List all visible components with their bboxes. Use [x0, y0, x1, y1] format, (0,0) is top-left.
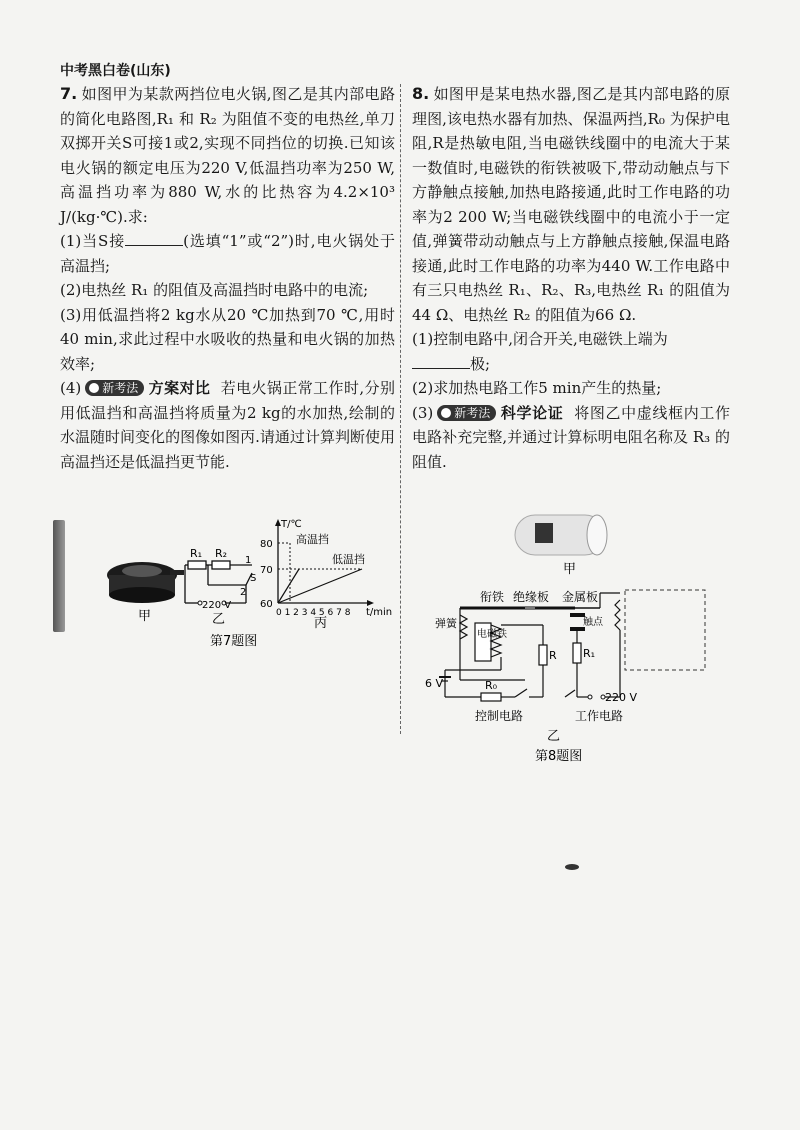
fig8-terminal-left: [588, 695, 592, 699]
q8-p3-bold: 科学论证: [500, 403, 564, 422]
question-7-part-1: [60, 229, 395, 278]
low-temp-line: [278, 569, 362, 603]
fig8-r0: R₀: [485, 679, 498, 692]
q7-p4-pre: (4): [60, 379, 82, 397]
fig7-high-label: 高温挡: [296, 533, 329, 546]
question-8-part-2: (2)求加热电路工作5 min产生的热量;: [412, 379, 662, 397]
fig7-label-bing: 丙: [314, 616, 328, 631]
fig8-armature: 衔铁: [480, 590, 505, 604]
fig8-label-yi: 乙: [547, 729, 561, 744]
fig8-r: R: [549, 649, 557, 662]
new-method-badge: [437, 405, 496, 421]
high-temp-line: [278, 569, 299, 603]
question-8: [412, 82, 730, 474]
badge-label: 新考法: [454, 405, 491, 420]
fig8-insulator: 绝缘板: [513, 590, 550, 604]
q8-p1-pre: (1)控制电路中,闭合开关,电磁铁上端为: [412, 330, 668, 348]
fig7-y60: 60: [260, 599, 273, 610]
fig8-220v: 220 V: [605, 691, 638, 704]
fig8-control: 控制电路: [475, 709, 524, 723]
fig7-voltage: 220 V: [202, 600, 232, 611]
fig7-y80: 80: [260, 539, 273, 550]
fig8-caption: 第8题图: [535, 749, 583, 764]
q7-answer-blank[interactable]: [125, 231, 183, 246]
fig7-caption: 第7题图: [210, 634, 258, 649]
figure-7: [100, 515, 400, 650]
fig7-label-yi: 乙: [212, 612, 226, 627]
fig7-xticks: 0 1 2 3 4 5 6 7 8: [276, 608, 351, 618]
scan-speck: [565, 864, 579, 870]
figure-8: [425, 505, 715, 765]
question-7: [60, 82, 395, 474]
hot-pot-image: [107, 562, 184, 603]
q8-p1-post: 极;: [470, 354, 491, 373]
fig7-r1: R₁: [190, 547, 203, 560]
fig7-xlabel: t/min: [366, 607, 393, 618]
badge-label: 新考法: [102, 381, 139, 395]
fig7-ylabel: T/℃: [281, 519, 302, 530]
fig8-work: 工作电路: [575, 709, 624, 723]
fig7-low-label: 低温挡: [332, 553, 365, 566]
fig8-metal: 金属板: [562, 590, 599, 604]
fig7-r2: R₂: [215, 547, 228, 560]
fig7-terminal-1: 1: [245, 555, 252, 566]
q8-answer-blank[interactable]: [412, 354, 470, 369]
question-7-number: 7.: [60, 84, 78, 103]
question-7-intro: 如图甲为某款两挡位电火锅,图乙是其内部电路的简化电路图,R₁ 和 R₂ 为阻值不变的电热丝,单刀双掷开关S可接1或2,实现不同挡位的切换.已知该电火锅的额定电压为220 V,低温挡功率为250 W,高温挡功率为880 W,水的比热容为4.2×10³ J/(kg·℃).求:: [60, 85, 395, 226]
question-8-number: 8.: [412, 84, 430, 103]
scan-edge-mark: [53, 520, 65, 632]
new-method-badge: [85, 380, 144, 396]
page-header: 中考黑白卷(山东): [60, 63, 171, 79]
fig8-label-jia: 甲: [563, 562, 577, 577]
fig7-switch-s: S: [250, 573, 257, 584]
q7-p4-bold: 方案对比: [148, 379, 211, 397]
question-7-part-3: (3)用低温挡将2 kg水从20 ℃加热到70 ℃,用时40 min,求此过程中水吸收的热量和电火锅的加热效率;: [60, 305, 395, 373]
fig8-contact: 触点: [583, 617, 603, 628]
question-8-intro: 如图甲是某电热水器,图乙是其内部电路的原理图,该电热水器有加热、保温两挡,R₀ 为保护电阻,R是热敏电阻,当电磁铁线圈中的电流大于某一数值时,电磁铁的衔铁被吸下,带动动触点与下方静触点接触,加热电路接通,此时工作电路的功率为2 200 W;当电磁铁线圈中的电流小于一定值,弹簧带动动触点与上方静触点接触,保温电路接通,此时工作电路的功率为440 W.工作电路中有三只电热丝 R₁、R₂、R₃,电热丝 R₁ 的阻值为44 Ω、电热丝 R₂ 的阻值为66 Ω.: [412, 85, 730, 324]
q7-p1-post: (选填“1”或“2”)时,电火锅处于高温挡;: [60, 232, 396, 275]
question-8-part-1: [412, 327, 730, 376]
column-divider: [400, 84, 401, 734]
question-7-part-4: [60, 376, 395, 474]
fig8-r1: R₁: [583, 647, 596, 660]
fig8-dashed-box: [625, 590, 705, 670]
fig8-magnet: 电磁铁: [477, 629, 507, 640]
fig7-y70: 70: [260, 565, 273, 576]
q7-p1-pre: (1)当S接: [60, 232, 126, 250]
question-7-part-2: (2)电热丝 R₁ 的阻值及高温挡时电路中的电流;: [60, 281, 369, 299]
shield-icon: [441, 408, 451, 418]
water-heater-image: [515, 515, 607, 555]
fig7-label-jia: 甲: [138, 609, 152, 624]
q8-p3-pre: (3): [412, 403, 434, 422]
q8-p3-post: 将图乙中虚线框内工作电路补充完整,并通过计算标明电阻名称及 R₃ 的阻值.: [412, 403, 730, 471]
fig8-spring: 弹簧: [435, 617, 457, 630]
shield-icon: [89, 383, 99, 393]
fig7-terminal-2: 2: [240, 587, 247, 598]
q7-p4-post: 若电火锅正常工作时,分别用低温挡和高温挡将质量为2 kg的水加热,绘制的水温随时间变化的图像如图丙.请通过计算判断使用高温挡还是低温挡更节能.: [60, 379, 395, 471]
question-8-part-3: [412, 401, 730, 475]
fig8-6v: 6 V: [425, 677, 444, 690]
